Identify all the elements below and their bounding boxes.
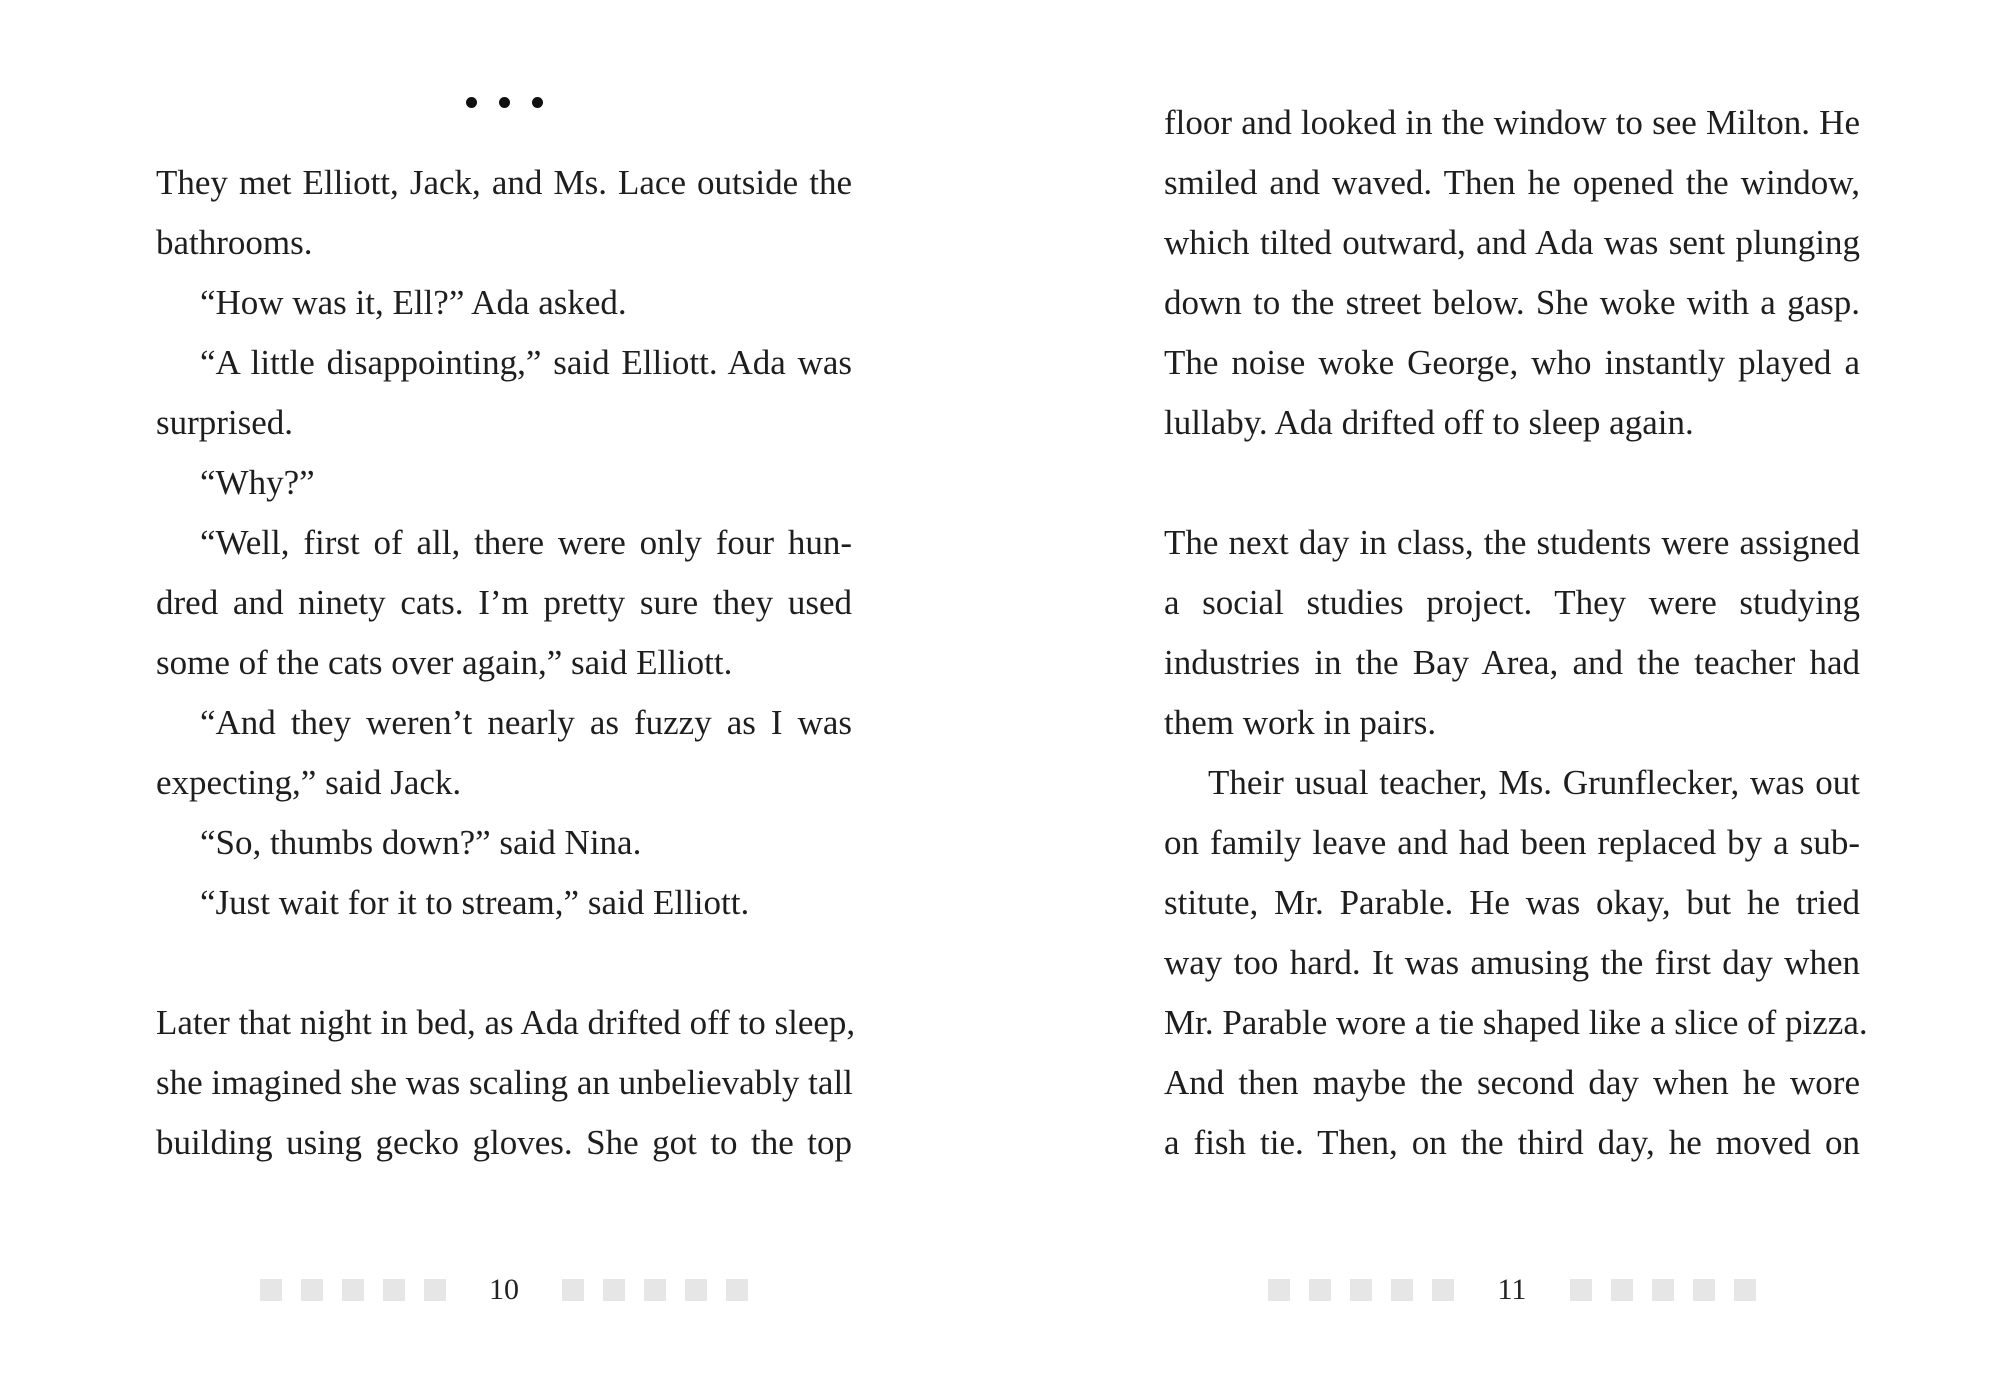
scene-break-dots bbox=[156, 90, 852, 114]
square-icon bbox=[1652, 1279, 1674, 1301]
square-icon bbox=[726, 1279, 748, 1301]
text-line: Later that night in bed, as Ada drifted off to sleep, bbox=[156, 1003, 856, 1042]
square-icon bbox=[644, 1279, 666, 1301]
square-icon bbox=[1391, 1279, 1413, 1301]
page-number: 10 bbox=[489, 1273, 519, 1306]
page-footer bbox=[156, 1270, 852, 1310]
square-icon bbox=[424, 1279, 446, 1301]
dot-icon bbox=[466, 97, 477, 108]
square-icon bbox=[685, 1279, 707, 1301]
text-line: a fish tie. Then, on the third day, he moved on bbox=[1164, 1123, 1860, 1162]
text-line: she imagined she was scaling an unbelievably tall bbox=[156, 1063, 853, 1102]
text-line: “And they weren’t nearly as fuzzy as I was bbox=[200, 703, 852, 742]
page-footer bbox=[1164, 1270, 1860, 1310]
footer-ornament bbox=[562, 1279, 748, 1301]
text-line: a social studies project. They were studying bbox=[1164, 583, 1860, 622]
text-line: The next day in class, the students were assigned bbox=[1164, 523, 1860, 562]
square-icon bbox=[1350, 1279, 1372, 1301]
square-icon bbox=[342, 1279, 364, 1301]
text-line: “So, thumbs down?” said Nina. bbox=[200, 823, 642, 862]
text-line: Mr. Parable wore a tie shaped like a slice of pizza. bbox=[1164, 1003, 1868, 1042]
page-number: 11 bbox=[1497, 1273, 1527, 1306]
text-line: And then maybe the second day when he wore bbox=[1164, 1063, 1860, 1102]
text-line: Their usual teacher, Ms. Grunflecker, was out bbox=[1208, 763, 1860, 802]
text-line: The noise woke George, who instantly played a bbox=[1164, 343, 1860, 382]
square-icon bbox=[301, 1279, 323, 1301]
text-line: dred and ninety cats. I’m pretty sure they used bbox=[156, 583, 852, 622]
square-icon bbox=[603, 1279, 625, 1301]
square-icon bbox=[1268, 1279, 1290, 1301]
square-icon bbox=[562, 1279, 584, 1301]
square-icon bbox=[1570, 1279, 1592, 1301]
text-line: way too hard. It was amusing the first day when bbox=[1164, 943, 1860, 982]
footer-ornament bbox=[1570, 1279, 1756, 1301]
text-line: “How was it, Ell?” Ada asked. bbox=[200, 283, 627, 322]
footer-ornament bbox=[1268, 1279, 1454, 1301]
dot-icon bbox=[499, 97, 510, 108]
text-line: them work in pairs. bbox=[1164, 703, 1437, 742]
text-line: on family leave and had been replaced by a sub- bbox=[1164, 823, 1860, 862]
text-line: stitute, Mr. Parable. He was okay, but he tried bbox=[1164, 883, 1860, 922]
text-line: expecting,” said Jack. bbox=[156, 763, 462, 802]
text-line: smiled and waved. Then he opened the window, bbox=[1164, 163, 1860, 202]
right-page bbox=[1164, 0, 1868, 1377]
square-icon bbox=[260, 1279, 282, 1301]
text-line: floor and looked in the window to see Milton. He bbox=[1164, 103, 1860, 142]
square-icon bbox=[1693, 1279, 1715, 1301]
text-line: industries in the Bay Area, and the teacher had bbox=[1164, 643, 1860, 682]
text-line: surprised. bbox=[156, 403, 294, 442]
text-line: “A little disappointing,” said Elliott. Ada was bbox=[200, 343, 852, 382]
text-line: “Well, first of all, there were only four hun- bbox=[200, 523, 852, 562]
square-icon bbox=[1309, 1279, 1331, 1301]
footer-ornament bbox=[260, 1279, 446, 1301]
text-line: bathrooms. bbox=[156, 223, 313, 262]
text-line: They met Elliott, Jack, and Ms. Lace outside the bbox=[156, 163, 852, 202]
square-icon bbox=[1734, 1279, 1756, 1301]
dot-icon bbox=[532, 97, 543, 108]
square-icon bbox=[1432, 1279, 1454, 1301]
text-line: some of the cats over again,” said Elliott. bbox=[156, 643, 733, 682]
text-line: down to the street below. She woke with a gasp. bbox=[1164, 283, 1860, 322]
text-line: “Why?” bbox=[200, 463, 315, 502]
left-page bbox=[156, 0, 856, 1377]
square-icon bbox=[1611, 1279, 1633, 1301]
text-line: “Just wait for it to stream,” said Elliott. bbox=[200, 883, 750, 922]
square-icon bbox=[383, 1279, 405, 1301]
text-line: which tilted outward, and Ada was sent plunging bbox=[1164, 223, 1860, 262]
text-line: lullaby. Ada drifted off to sleep again. bbox=[1164, 403, 1694, 442]
text-line: building using gecko gloves. She got to the top bbox=[156, 1123, 852, 1162]
